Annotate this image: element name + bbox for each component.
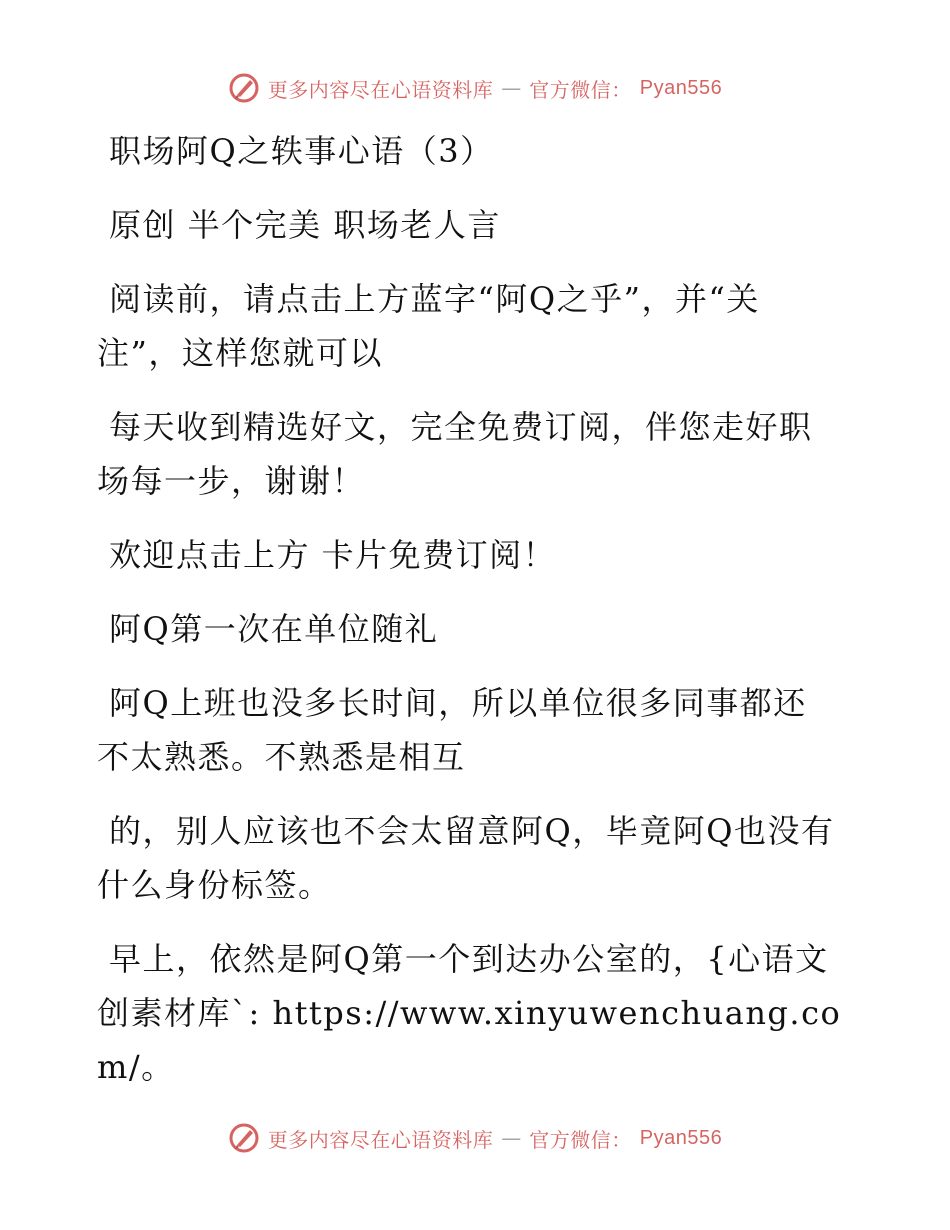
- watermark-wechat-label: 官方微信：: [529, 77, 632, 102]
- watermark-separator: —: [501, 76, 522, 100]
- article-byline: 原创 半个完美 职场老人言: [109, 206, 501, 244]
- paragraph-subscribe-benefit: 每天收到精选好文，完全免费订阅，伴您走好职 场每一步，谢谢！: [97, 408, 813, 500]
- pen-logo-icon: [228, 1122, 260, 1154]
- paragraph-body-1: 阿Q上班也没多长时间，所以单位很多同事都还 不太熟悉。不熟悉是相互: [97, 684, 807, 776]
- paragraph-card-subscribe: 欢迎点击上方 卡片免费订阅！: [109, 536, 557, 574]
- watermark-wechat-label: 官方微信：: [529, 1127, 632, 1152]
- watermark-text: 更多内容尽在心语资料库: [267, 1127, 494, 1152]
- header-watermark: [0, 72, 950, 104]
- section-heading: 阿Q第一次在单位随礼: [109, 610, 439, 648]
- pen-logo-icon: [228, 72, 260, 104]
- paragraph-body-3: 早上，依然是阿Q第一个到达办公室的，{心语文 创素材库`: https://www.xinyuwenchuang.com/。: [97, 940, 842, 1086]
- watermark-separator: —: [501, 1126, 522, 1150]
- paragraph-subscribe-intro: 阅读前，请点击上方蓝字“阿Q之乎”，并“关 注”，这样您就可以: [97, 280, 760, 372]
- watermark-wechat-id: Pyan556: [639, 76, 723, 99]
- paragraph-body-2: 的，别人应该也不会太留意阿Q，毕竟阿Q也没有 什么身份标签。: [97, 812, 835, 904]
- watermark-wechat-id: Pyan556: [639, 1126, 723, 1149]
- footer-watermark: [0, 1122, 950, 1154]
- watermark-text: 更多内容尽在心语资料库: [267, 77, 494, 102]
- article-title: 职场阿Q之轶事心语（3）: [109, 132, 494, 170]
- article-body: [97, 124, 857, 1114]
